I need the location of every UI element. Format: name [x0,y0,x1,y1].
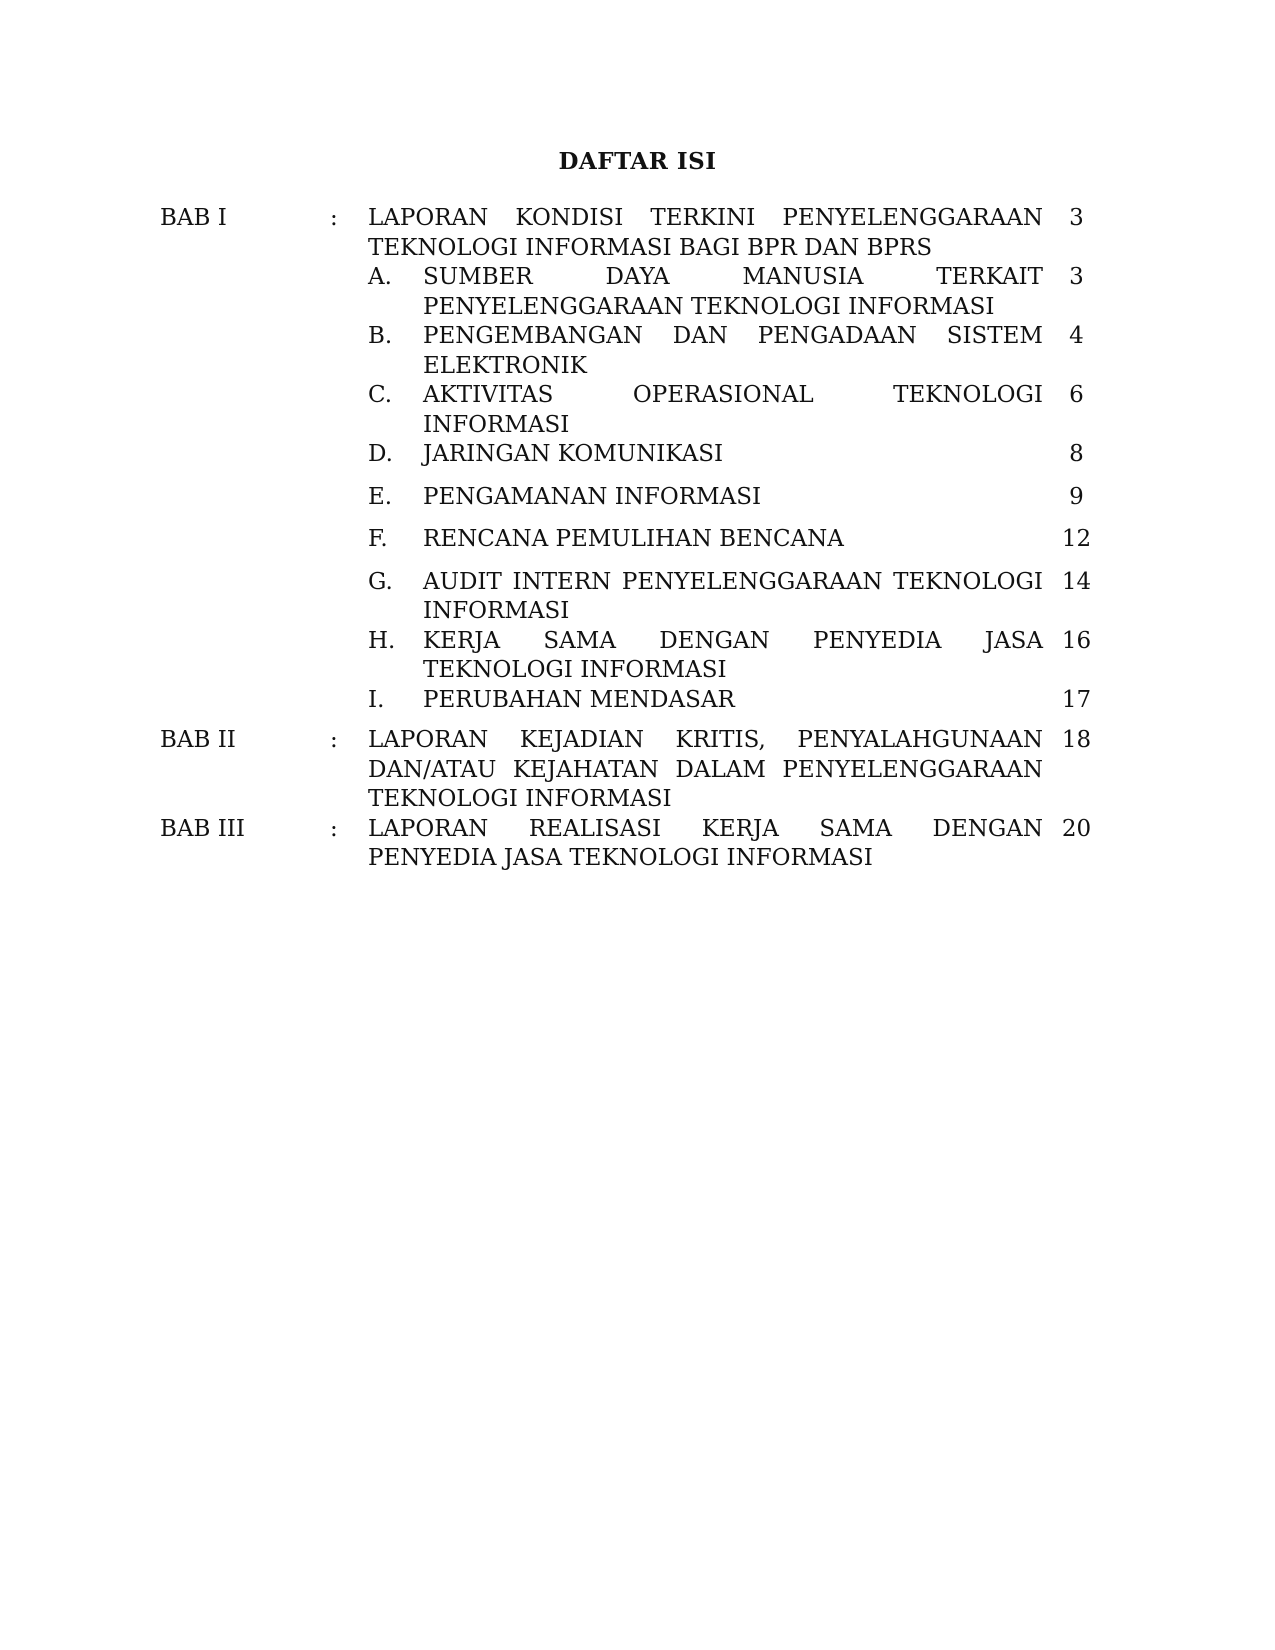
toc-item-c [160,381,1110,440]
chapter-label: BAB III [160,815,245,842]
item-page-number: 8 [1069,441,1084,467]
chapter-colon: : [330,727,338,753]
chapter-colon: : [330,815,338,842]
page-title: DAFTAR ISI [558,148,717,175]
item-page-number: 6 [1069,382,1084,408]
item-letter: A. [368,264,392,290]
toc-item-b [160,322,1110,381]
chapter-page-number: 18 [1061,727,1092,753]
item-letter: G. [368,568,393,595]
item-letter: F. [368,526,388,552]
toc-item-e [160,483,1110,513]
chapter-title: LAPORAN REALISASI KERJA SAMA DENGAN PENYEDIA JASA TEKNOLOGI INFORMASI [368,815,1043,871]
toc-item-d [160,440,1110,470]
toc-item-h [160,627,1110,686]
item-page-number: 12 [1061,526,1092,552]
toc-item-f [160,525,1110,555]
item-letter: I. [368,686,385,713]
item-page-number: 16 [1061,627,1092,654]
item-letter: D. [368,441,393,467]
toc-chapter-2 [160,726,1110,815]
table-of-contents [160,204,1110,874]
toc-chapter-1 [160,204,1110,263]
item-page-number: 14 [1061,568,1092,595]
item-title: PENGEMBANGAN DAN PENGADAAN SISTEM ELEKTRONIK [423,323,1043,379]
chapter-label: BAB II [160,727,236,753]
item-letter: H. [368,627,396,654]
chapter-label: BAB I [160,205,227,231]
item-letter: B. [368,323,393,349]
chapter-title: LAPORAN KONDISI TERKINI PENYELENGGARAAN TEKNOLOGI INFORMASI BAGI BPR DAN BPRS [368,205,1043,261]
item-title: AKTIVITAS OPERASIONAL TEKNOLOGI INFORMASI [423,382,1043,438]
item-page-number: 17 [1061,686,1092,713]
item-title: PERUBAHAN MENDASAR [423,686,735,713]
toc-item-a [160,263,1110,322]
item-title: RENCANA PEMULIHAN BENCANA [423,526,844,552]
item-title: SUMBER DAYA MANUSIA TERKAIT PENYELENGGARAAN TEKNOLOGI INFORMASI [423,264,1043,320]
item-title: AUDIT INTERN PENYELENGGARAAN TEKNOLOGI INFORMASI [423,568,1043,624]
item-letter: C. [368,382,393,408]
chapter-page-number: 3 [1069,205,1084,231]
toc-item-i [160,686,1110,716]
item-title: JARINGAN KOMUNIKASI [423,441,724,467]
toc-item-g [160,568,1110,627]
item-page-number: 9 [1069,483,1084,510]
chapter-title: LAPORAN KEJADIAN KRITIS, PENYALAHGUNAAN DAN/ATAU KEJAHATAN DALAM PENYELENGGARAAN TEKNOLOGI INFORMASI [368,727,1043,812]
item-page-number: 3 [1069,264,1084,290]
chapter-colon: : [330,205,338,231]
item-page-number: 4 [1069,323,1084,349]
toc-chapter-3 [160,815,1110,874]
item-title: KERJA SAMA DENGAN PENYEDIA JASA TEKNOLOGI INFORMASI [423,627,1043,683]
item-letter: E. [368,483,393,510]
item-title: PENGAMANAN INFORMASI [423,483,762,510]
chapter-page-number: 20 [1061,815,1092,842]
